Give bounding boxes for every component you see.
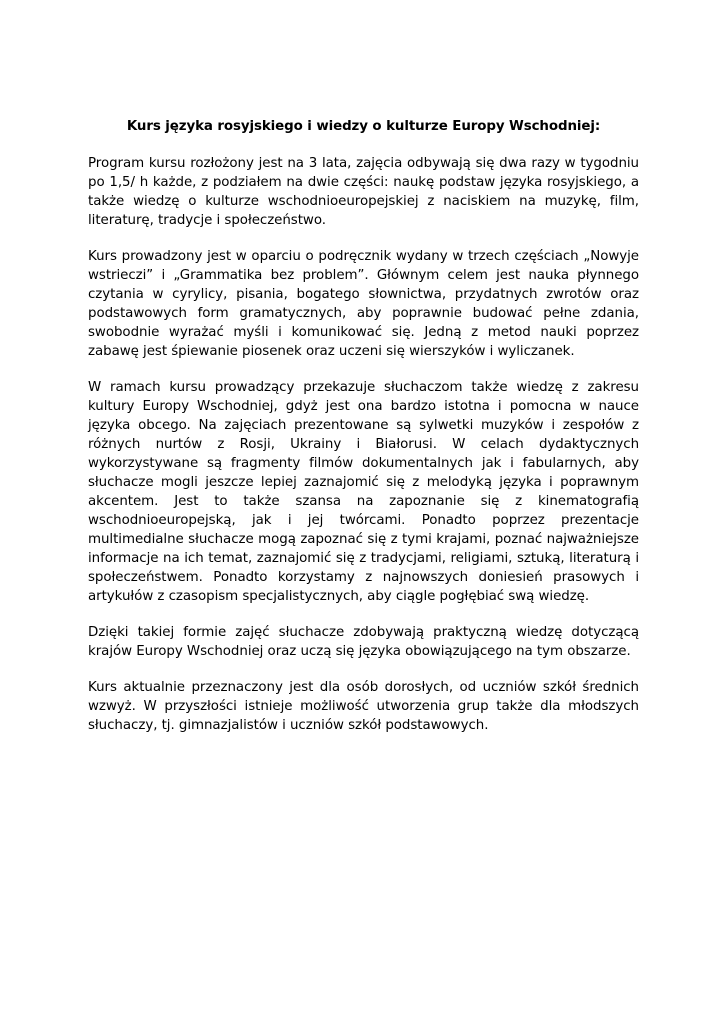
paragraph-outcome: Dzięki takiej formie zajęć słuchacze zdobywają praktyczną wiedzę dotyczącą krajów Europy Wschodniej oraz uczą się języka obowiązującego na tym obszarze.: [88, 625, 639, 659]
paragraph-audience: Kurs aktualnie przeznaczony jest dla osób dorosłych, od uczniów szkół średnich wzwyż. W przyszłości istnieje możliwość utworzenia grup także dla młodszych słuchaczy, tj. gimnazjalistów i uczniów szkół podstawowych.: [88, 680, 639, 733]
paragraph-textbook: Kurs prowadzony jest w oparciu o podręcznik wydany w trzech częściach „Nowyje wstrieczi” i „Grammatika bez problem”. Głównym celem jest nauka płynnego czytania w cyrylicy, pisania, bogatego słownictwa, przydatnych zwrotów oraz podstawowych form gramatycznych, aby poprawnie budować pełne zdania, swobodnie wyrażać myśli i komunikować się. Jedną z metod nauki poprzez zabawę jest śpiewanie piosenek oraz uczeni się wierszyków i wyliczanek.: [88, 249, 639, 359]
document-title: Kurs języka rosyjskiego i wiedzy o kulturze Europy Wschodniej:: [126, 119, 601, 134]
paragraph-program: Program kursu rozłożony jest na 3 lata, zajęcia odbywają się dwa razy w tygodniu po 1,5/ h każde, z podziałem na dwie części: naukę podstaw języka rosyjskiego, a także wiedzę o kulturze wschodnioeuropejskiej z naciskiem na muzykę, film, literaturę, tradycje i społeczeństwo.: [88, 156, 639, 228]
document-page: [88, 118, 639, 752]
paragraph-culture: W ramach kursu prowadzący przekazuje słuchaczom także wiedzę z zakresu kultury Europy Wschodniej, gdyż jest ona bardzo istotna i pomocna w nauce języka obcego. Na zajęciach prezentowane są sylwetki muzyków i zespołów z różnych nurtów z Rosji, Ukrainy i Białorusi. W celach dydaktycznych wykorzystywane są fragmenty filmów dokumentalnych jak i fabularnych, aby słuchacze mogli jeszcze lepiej zaznajomić się z melodyką języka i poprawnym akcentem. Jest to także szansa na zapoznanie się z kinematografią wschodnioeuropejską, jak i jej twórcami. Ponadto poprzez prezentacje multimedialne słuchacze mogą zapoznać się z tymi krajami, poznać najważniejsze informacje na ich temat, zaznajomić się z tradycjami, religiami, sztuką, literaturą i społeczeństwem. Ponadto korzystamy z najnowszych doniesień prasowych i artykułów z czasopism specjalistycznych, aby ciągle pogłębiać swą wiedzę.: [88, 380, 639, 604]
